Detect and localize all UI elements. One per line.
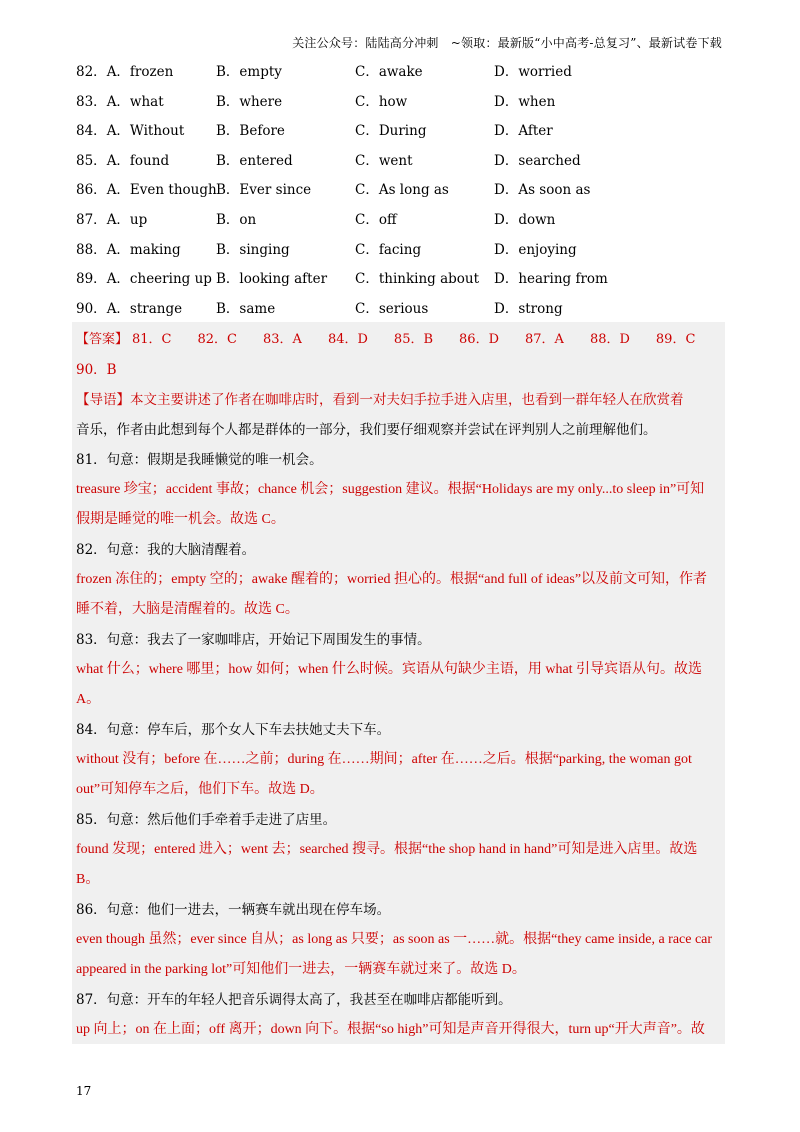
option-c: C．As long as (355, 182, 449, 199)
option-a: 90．A．strange (76, 300, 183, 317)
option-b: B．empty (216, 64, 282, 80)
question-row-86 (76, 176, 736, 206)
option-c: C．serious (355, 300, 429, 317)
answer-item: 82．C (197, 332, 238, 347)
sentence-meaning-82: 82．句意：我的大脑清醒着。 (76, 542, 256, 558)
explanation-line: 假期是睡觉的唯一机会。故选 C。 (76, 512, 285, 527)
option-d: D．worried (494, 64, 572, 80)
explanation-line: what 什么；where 哪里；how 如何；when 什么时候。宾语从句缺少主语，用 what 引导宾语从句。故选 (76, 662, 703, 677)
explanation-line: without 没有；before 在……之前；during 在……期间；after 在……之后。根据“parking, the woman got (76, 752, 692, 767)
option-b: B．on (216, 211, 257, 228)
explanation-line: even though 虽然；ever since 自从；as long as 只要；as soon as 一……就。根据“they came inside, a race car (76, 932, 713, 947)
option-d: D．hearing from (494, 271, 608, 288)
sentence-meaning-86: 86．句意：他们一进去，一辆赛车就出现在停车场。 (76, 902, 391, 918)
option-c: C．facing (355, 241, 422, 258)
explanation-line: treasure 珍宝；accident 事故；chance 机会；suggestion 建议。根据“Holidays are my only...to sleep in”可知 (76, 482, 705, 497)
option-c: C．thinking about (355, 271, 480, 288)
option-a: 89．A．cheering up (76, 271, 212, 288)
option-a: 87．A．up (76, 211, 148, 228)
question-row-83 (76, 88, 736, 118)
answer-item: 81．C (132, 332, 172, 347)
answer-item: 86．D (459, 332, 499, 347)
question-row-89 (76, 265, 736, 295)
answer-item: 85．B (393, 332, 434, 347)
question-row-82 (76, 58, 736, 88)
option-a: 82．A．frozen (76, 64, 174, 80)
option-d: D．when (494, 93, 556, 110)
question-options (76, 58, 736, 324)
intro-line: 音乐，作者由此想到每个人都是群体的一部分，我们要仔细观察并尝试在评判别人之前理解他们。 (76, 422, 657, 438)
question-row-90 (76, 295, 736, 325)
question-row-87 (76, 206, 736, 236)
answer-label: 【答案】 (76, 332, 129, 347)
option-d: D．down (494, 211, 556, 228)
option-d: D．After (494, 123, 553, 140)
sentence-meaning-87: 87．句意：开车的年轻人把音乐调得太高了，我甚至在咖啡店都能听到。 (76, 992, 512, 1008)
option-a: 84．A．Without (76, 123, 185, 140)
sentence-meaning-84: 84．句意：停车后，那个女人下车去扶她丈夫下车。 (76, 722, 391, 738)
sentence-meaning-83: 83．句意：我去了一家咖啡店，开始记下周围发生的事情。 (76, 632, 431, 648)
explanation-line: found 发现；entered 进入；went 去；searched 搜寻。根据“the shop hand in hand”可知是进入店里。故选 (76, 842, 698, 857)
answer-item: 89．C (655, 332, 696, 347)
answer-key-line (76, 328, 722, 347)
explanation-line: appeared in the parking lot”可知他们一进去，一辆赛车就过来了。故选 D。 (76, 962, 526, 977)
sentence-meaning-85: 85．句意：然后他们手牵着手走进了店里。 (76, 812, 337, 828)
option-a: 86．A．Even though (76, 182, 217, 199)
option-b: B．entered (216, 152, 293, 169)
option-c: C．During (355, 123, 427, 140)
answer-item-last: 90．B (76, 362, 117, 378)
option-a: 83．A．what (76, 93, 164, 110)
question-row-84 (76, 117, 736, 147)
option-d: D．As soon as (494, 182, 591, 199)
question-row-85 (76, 147, 736, 177)
explanation-line: up 向上；on 在上面；off 离开；down 向下。根据“so high”可知是声音开得很大，turn up“开大声音”。故 (76, 1022, 705, 1037)
option-c: C．went (355, 152, 413, 169)
option-d: D．searched (494, 152, 581, 169)
option-b: B．where (216, 93, 283, 110)
explanation-line: A。 (76, 692, 101, 707)
option-c: C．awake (355, 64, 423, 80)
explanation-line: 睡不着，大脑是清醒着的。故选 C。 (76, 602, 299, 617)
option-c: C．how (355, 93, 408, 110)
option-d: D．enjoying (494, 241, 577, 258)
option-b: B．Ever since (216, 182, 312, 199)
sentence-meaning-81: 81．句意：假期是我睡懒觉的唯一机会。 (76, 452, 323, 468)
answer-explanation-block (72, 322, 725, 1044)
explanation-line: out”可知停车之后，他们下车。故选 D。 (76, 782, 324, 797)
page-header: 关注公众号：陆陆高分冲刺 ~领取：最新版“小中高考-总复习”、最新试卷下载 (292, 36, 722, 50)
intro-line: 【导语】本文主要讲述了作者在咖啡店时，看到一对夫妇手拉手进入店里，也看到一群年轻人在欣赏着 (76, 392, 684, 408)
explanation-line: frozen 冻住的；empty 空的；awake 醒着的；worried 担心的。根据“and full of ideas”以及前文可知，作者 (76, 572, 708, 587)
answer-item: 88．D (589, 332, 630, 347)
option-b: B．same (216, 300, 276, 317)
explanation-line: B。 (76, 872, 100, 887)
answer-item: 83．A (263, 332, 302, 347)
option-d: D．strong (494, 300, 563, 317)
answer-item: 87．A (525, 332, 564, 347)
answer-item: 84．D (327, 332, 368, 347)
page-number: 17 (76, 1084, 92, 1098)
option-b: B．singing (216, 241, 290, 258)
question-row-88 (76, 236, 736, 266)
option-c: C．off (355, 211, 397, 228)
option-b: B．Before (216, 123, 285, 140)
option-a: 85．A．found (76, 152, 170, 169)
option-b: B．looking after (216, 271, 328, 288)
option-a: 88．A．making (76, 241, 181, 258)
